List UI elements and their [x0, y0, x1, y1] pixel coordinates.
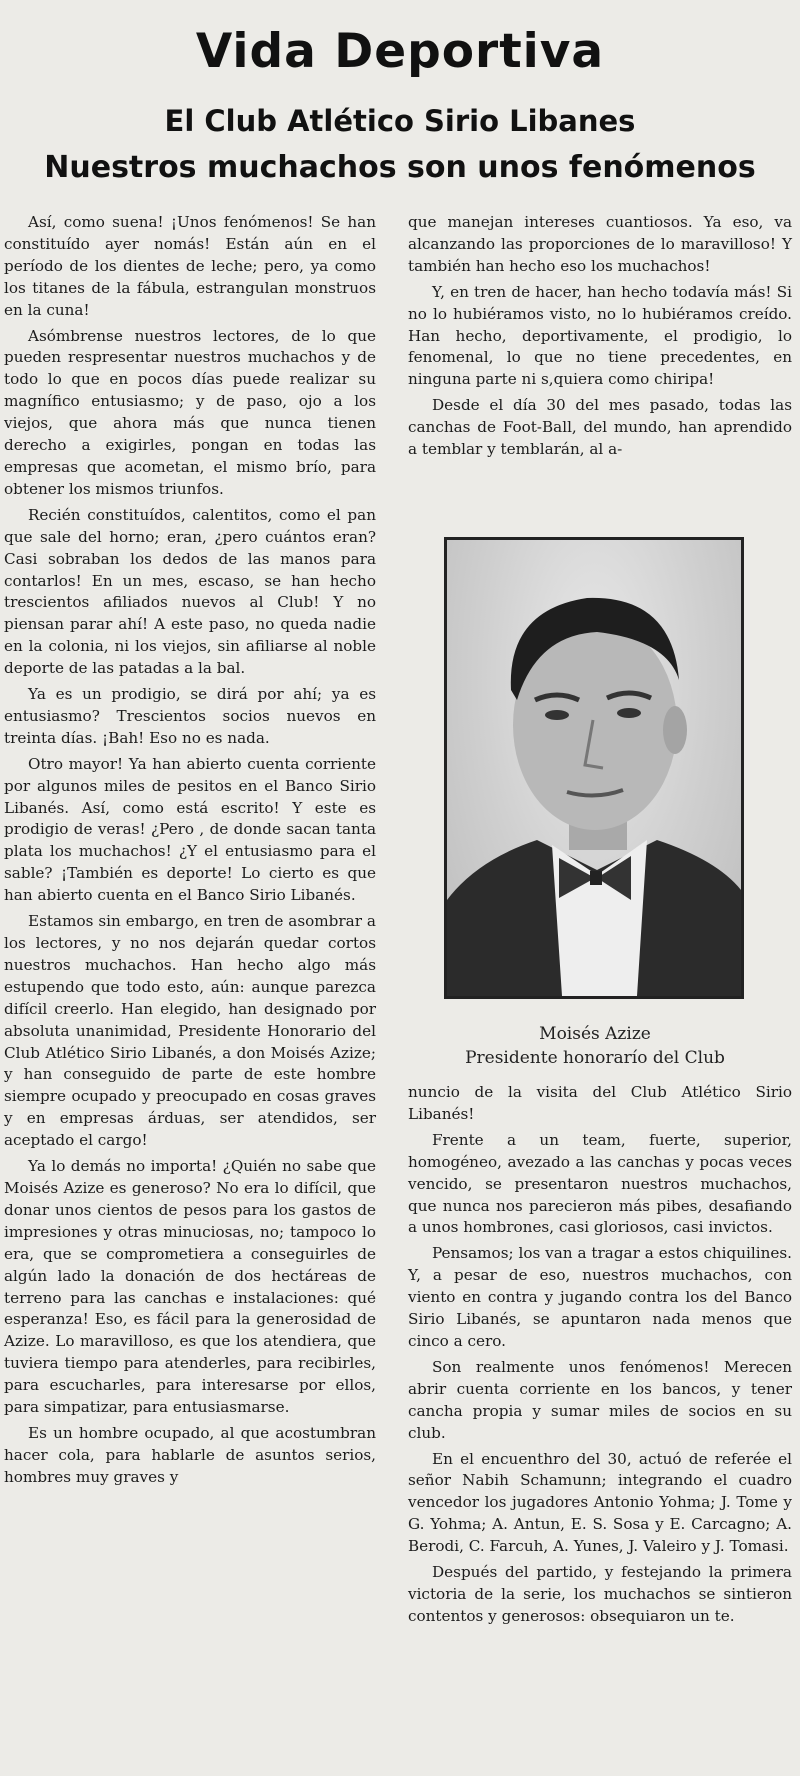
subheadline-club: El Club Atlético Sirio Libanes — [164, 104, 636, 138]
paragraph: Estamos sin embargo, en tren de asombrar a los lectores, y no nos dejarán quedar cortos nuestros muchachos. Han hecho algo más estupendo que todo esto, aún: aunque parezca difícil creerlo. Han elegido, han designado por absoluta unanimidad, Presidente Honorario del Club Atlético Sirio Libanés, a don Moisés Azize; y han conseguido de parte de este hombre siempre ocupado y preocupado en cosas graves y en empresas árduas, ser atendidos, ser aceptado el cargo! — [4, 912, 376, 1150]
paragraph: Ya es un prodigio, se dirá por ahí; ya es entusiasmo? Trescientos socios nuevos en treinta días. ¡Bah! Eso no es nada. — [4, 685, 376, 747]
paragraph: Pensamos; los van a tragar a estos chiquilines. Y, a pesar de eso, nuestros muchachos, con viento en contra y jugando contra los del Banco Sirio Libanés, se apuntaron nada menos que cinco a cero. — [408, 1244, 792, 1350]
paragraph: Así, como suena! ¡Unos fenómenos! Se han constituído ayer nomás! Están aún en el período de los dientes de leche; pero, ya como los titanes de la fábula, estrangulan monstruos en la cuna! — [4, 213, 376, 319]
paragraph: Recién constituídos, calentitos, como el pan que sale del horno; eran, ¿pero cuántos eran? Casi sobraban los dedos de las manos para contarlos! En un mes, escaso, se han hecho trescientos afiliados nuevos al Club! Y no piensan parar ahí! A este paso, no queda nadie en la colonia, ni los viejos, sin afiliarse al noble deporte de las patadas a la bal. — [4, 505, 376, 678]
paragraph: Es un hombre ocupado, al que acostumbran hacer cola, para hablarle de asuntos serios, hombres muy graves y — [4, 1423, 376, 1486]
paragraph: Ya lo demás no importa! ¿Quién no sabe que Moisés Azize es generoso? No era lo difícil, que donar unos cientos de pesos para los gastos de impresiones y otras minuciosas, no; tampoco lo era, que se comprometiera a conseguirles de algún lado la donación de dos hectáreas de terreno para las canchas e instalaciones: qué esperanza! Eso, es fácil para la generosidad de Azize. Lo maravilloso, es que los atendiera, que tuviera tiempo para atenderles, para recibirles, para escucharles, para interesarse por ellos, para simpatizar, para entusiasmarse. — [4, 1157, 376, 1417]
subheadline-fenomenos: Nuestros muchachos son unos fenómenos — [44, 150, 756, 185]
paragraph: Desde el día 30 del mes pasado, todas las canchas de Foot-Ball, del mundo, han aprendido a temblar y temblarán, al a- — [408, 396, 792, 459]
article-column-right-top — [408, 212, 792, 465]
portrait-photo — [444, 537, 744, 999]
paragraph: Frente a un team, fuerte, superior, homogéneo, avezado a las canchas y pocas veces vencido, se presentaron nuestros muchachos, que nunca nos parecieron más pibes, desafiando a unos hombrones, casi gloriosos, casi invictos. — [408, 1130, 792, 1237]
paragraph: que manejan intereses cuantiosos. Ya eso, va alcanzando las proporciones de lo maravilloso! Y también han hecho eso los muchachos! — [408, 213, 792, 275]
paragraph: Y, en tren de hacer, han hecho todavía más! Si no lo hubiéramos visto, no lo hubiéramos creído. Han hecho, deportivamente, el prodigio, lo fenomenal, lo que no tiene precedentes, en ninguna parte ni s,quiera como chiripa! — [408, 282, 792, 389]
portrait-illustration — [447, 540, 741, 996]
photo-caption-name: Moisés Azize — [539, 1024, 651, 1044]
paragraph: En el encuenthro del 30, actuó de referée el señor Nabih Schamunn; integrando el cuadro vencedor los jugadores Antonio Yohma; J. Tome y G. Yohma; A. Antun, E. S. Sosa y E. Carcagno; A. Berodi, C. Farcuh, A. Yunes, J. Valeiro y J. Tomasi. — [408, 1449, 792, 1556]
headline: Vida Deportiva — [195, 24, 605, 79]
paragraph: Después del partido, y festejando la primera victoria de la serie, los muchachos se sintieron contentos y generosos: obsequiaron un te. — [408, 1563, 792, 1625]
paragraph: Son realmente unos fenómenos! Merecen abrir cuenta corriente en los bancos, y tener cancha propia y sumar miles de socios en su club. — [408, 1357, 792, 1442]
photo-caption-title: Presidente honorarío del Club — [465, 1048, 725, 1068]
paragraph: Asómbrense nuestros lectores, de lo que pueden respresentar nuestros muchachos y de todo lo que en pocos días puede realizar su magnífico entusiasmo; y de paso, ojo a los viejos, que ahora más que nunca tienen derecho a exigirles, pongan en todas las empresas que acometan, el mismo brío, para obtener los mismos triunfos. — [4, 326, 376, 498]
article-column-left — [4, 212, 376, 1493]
paragraph: nuncio de la visita del Club Atlético Sirio Libanés! — [408, 1083, 792, 1123]
paragraph: Otro mayor! Ya han abierto cuenta corriente por algunos miles de pesitos en el Banco Sirio Libanés. Así, como está escrito! Y este es prodigio de veras! ¿Pero , de donde sacan tanta plata los muchachos! ¿Y el entusiasmo para el sable? ¡También es deporte! Lo cierto es que han abierto cuenta en el Banco Sirio Libanés. — [4, 754, 376, 905]
article-column-right-bottom — [408, 1082, 792, 1632]
